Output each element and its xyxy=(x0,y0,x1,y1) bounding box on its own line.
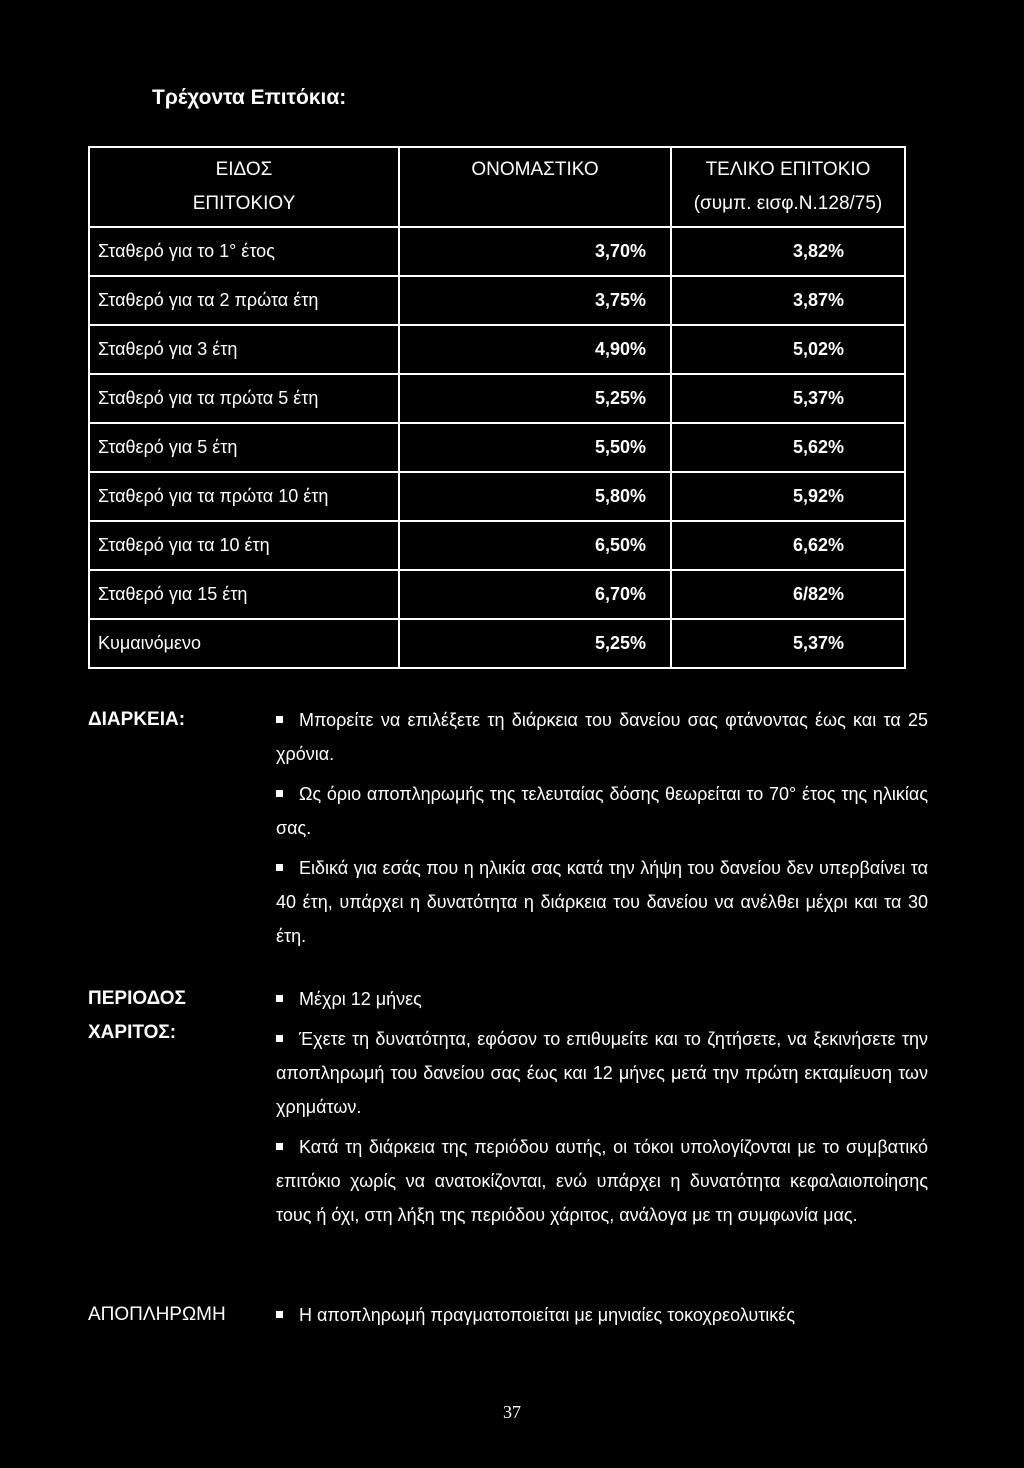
header-final-line2: (συμπ. εισφ.Ν.128/75) xyxy=(693,193,883,214)
rate-nominal: 6,70% xyxy=(399,570,671,619)
repayment-items xyxy=(276,1298,928,1338)
rate-nominal: 5,25% xyxy=(399,374,671,423)
header-final-line1: ΤΕΛΙΚΟ ΕΠΙΤΟΚΙΟ xyxy=(705,159,871,180)
rate-type: Σταθερό για 5 έτη xyxy=(89,423,399,472)
list-item xyxy=(276,777,928,845)
table-row xyxy=(89,423,905,472)
list-item xyxy=(276,1298,928,1332)
list-item-text: Η αποπληρωμή πραγματοποιείται με μηνιαίες τοκοχρεολυτικές xyxy=(299,1305,796,1325)
bullet-icon xyxy=(276,790,283,797)
list-item xyxy=(276,703,928,771)
rate-final: 5,37% xyxy=(671,374,905,423)
header-type-line1: ΕΙΔΟΣ xyxy=(215,159,273,180)
rate-type: Σταθερό για 15 έτη xyxy=(89,570,399,619)
list-item-text: Έχετε τη δυνατότητα, εφόσον το επιθυμείτε και το ζητήσετε, να ξεκινήσετε την αποπληρωμή του δανείου σας έως και 12 μήνες μετά την πρώτη εκταμίευση των χρημάτων. xyxy=(276,1029,928,1117)
duration-items xyxy=(276,703,928,959)
list-item xyxy=(276,851,928,953)
table-row xyxy=(89,472,905,521)
rate-final: 3,82% xyxy=(671,227,905,276)
header-type-line2: ΕΠΙΤΟΚΙΟΥ xyxy=(192,193,296,214)
table-row xyxy=(89,570,905,619)
bullet-icon xyxy=(276,1311,283,1318)
list-item-text: Μέχρι 12 μήνες xyxy=(299,989,422,1009)
table-header-row xyxy=(89,147,905,227)
rate-final: 3,87% xyxy=(671,276,905,325)
rate-type: Σταθερό για τα πρώτα 5 έτη xyxy=(89,374,399,423)
grace-items xyxy=(276,982,928,1238)
table-row xyxy=(89,325,905,374)
list-item xyxy=(276,1022,928,1124)
list-item xyxy=(276,1130,928,1232)
rate-type: Σταθερό για τα 10 έτη xyxy=(89,521,399,570)
rates-table xyxy=(88,146,906,669)
rate-final: 5,62% xyxy=(671,423,905,472)
rate-nominal: 5,50% xyxy=(399,423,671,472)
bullet-icon xyxy=(276,1143,283,1150)
list-item xyxy=(276,982,928,1016)
bullet-icon xyxy=(276,716,283,723)
list-item-text: Μπορείτε να επιλέξετε τη διάρκεια του δανείου σας φτάνοντας έως και τα 25 χρόνια. xyxy=(276,710,928,764)
bullet-icon xyxy=(276,995,283,1002)
list-item-text: Κατά τη διάρκεια της περιόδου αυτής, οι τόκοι υπολογίζονται με το συμβατικό επιτόκιο χωρίς να ανατοκίζονται, ενώ υπάρχει η δυνατότητα κεφαλαιοποίησης τους ή όχι, στη λήξη της περιόδου χάριτος, ανάλογα με τη συμφωνία μας. xyxy=(276,1137,928,1225)
rate-nominal: 6,50% xyxy=(399,521,671,570)
grace-label-line1: ΠΕΡΙΟΔΟΣ xyxy=(88,988,186,1009)
rate-nominal: 4,90% xyxy=(399,325,671,374)
rate-type: Σταθερό για τα 2 πρώτα έτη xyxy=(89,276,399,325)
grace-label-line2: ΧΑΡΙΤΟΣ: xyxy=(88,1022,177,1043)
page-number: 37 xyxy=(503,1402,521,1422)
rate-final: 6,62% xyxy=(671,521,905,570)
header-nominal-line1: ΟΝΟΜΑΣΤΙΚΟ xyxy=(471,159,599,180)
rate-type: Σταθερό για τα πρώτα 10 έτη xyxy=(89,472,399,521)
rate-final: 5,37% xyxy=(671,619,905,668)
table-row xyxy=(89,521,905,570)
header-nominal xyxy=(399,147,671,227)
grace-label xyxy=(88,982,186,1050)
rate-nominal: 3,75% xyxy=(399,276,671,325)
rate-final: 5,02% xyxy=(671,325,905,374)
table-row xyxy=(89,276,905,325)
table-row xyxy=(89,374,905,423)
header-type xyxy=(89,147,399,227)
rate-type: Σταθερό για 3 έτη xyxy=(89,325,399,374)
duration-label: ΔΙΑΡΚΕΙΑ: xyxy=(88,709,186,730)
header-final xyxy=(671,147,905,227)
list-item-text: Ειδικά για εσάς που η ηλικία σας κατά την λήψη του δανείου δεν υπερβαίνει τα 40 έτη, υπάρχει η δυνατότητα η διάρκεια του δανείου να ανέλθει μέχρι και τα 30 έτη. xyxy=(276,858,928,946)
table-row xyxy=(89,227,905,276)
rate-nominal: 5,80% xyxy=(399,472,671,521)
rates-heading: Τρέχοντα Επιτόκια: xyxy=(152,86,347,109)
repayment-label: ΑΠΟΠΛΗΡΩΜΗ xyxy=(88,1304,226,1325)
bullet-icon xyxy=(276,864,283,871)
table-row xyxy=(89,619,905,668)
list-item-text: Ως όριο αποπληρωμής της τελευταίας δόσης θεωρείται το 70° έτος της ηλικίας σας. xyxy=(276,784,928,838)
rate-nominal: 5,25% xyxy=(399,619,671,668)
rate-nominal: 3,70% xyxy=(399,227,671,276)
rate-final: 6/82% xyxy=(671,570,905,619)
rate-type: Κυμαινόμενο xyxy=(89,619,399,668)
rate-final: 5,92% xyxy=(671,472,905,521)
rate-type: Σταθερό για το 1° έτος xyxy=(89,227,399,276)
bullet-icon xyxy=(276,1035,283,1042)
